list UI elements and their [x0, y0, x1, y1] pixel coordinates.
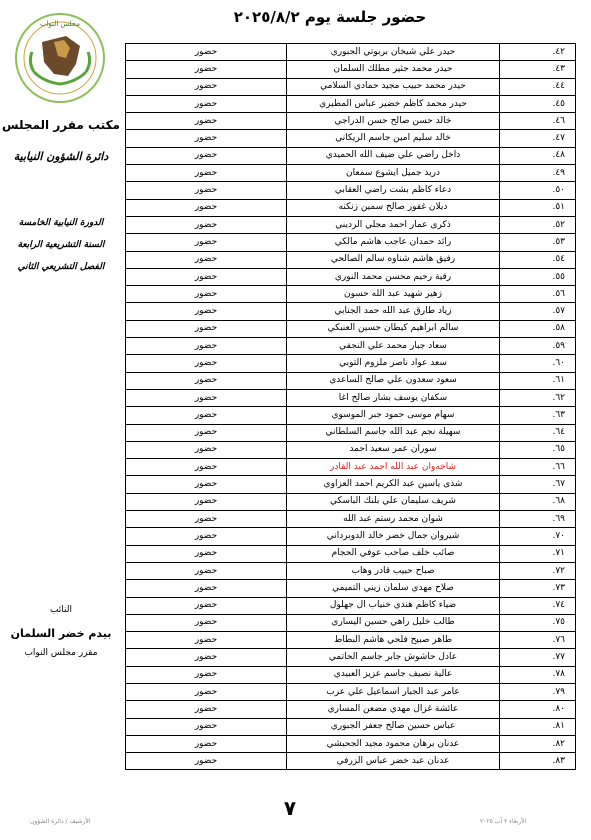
- table-row: [126, 666, 576, 683]
- table-row: [126, 338, 576, 355]
- status-cell: حضور: [126, 355, 287, 372]
- member-name-cell: رفيق هاشم شناوه سالم الصالحي: [287, 251, 500, 268]
- row-number-cell: ٦٦.: [500, 459, 576, 476]
- status-cell: حضور: [126, 511, 287, 528]
- row-number-cell: ٧٤.: [500, 597, 576, 614]
- member-name-cell: خالد حسن صالح حسن الدراجي: [287, 113, 500, 130]
- member-name-cell: صلاح مهدي سلمان زيني التميمي: [287, 580, 500, 597]
- member-name-cell: شيروان جمال خضر خالد الدوبرداني: [287, 528, 500, 545]
- member-name-cell: عدنان عبد خضر عباس الزرفي: [287, 753, 500, 770]
- status-cell: حضور: [126, 61, 287, 78]
- row-number-cell: ٦٤.: [500, 424, 576, 441]
- row-number-cell: ٧٥.: [500, 614, 576, 631]
- status-cell: حضور: [126, 199, 287, 216]
- table-row: [126, 113, 576, 130]
- member-name-cell: سالم ابراهيم كيطان حسين العنبكي: [287, 320, 500, 337]
- row-number-cell: ٦٣.: [500, 407, 576, 424]
- row-number-cell: ٥٢.: [500, 216, 576, 233]
- status-cell: حضور: [126, 286, 287, 303]
- row-number-cell: ٥٧.: [500, 303, 576, 320]
- table-row: [126, 407, 576, 424]
- page-number: ٧: [283, 796, 297, 820]
- row-number-cell: ٦٢.: [500, 389, 576, 406]
- status-cell: حضور: [126, 216, 287, 233]
- member-name-cell: ذكرى عمار احمد مجلي الرديني: [287, 216, 500, 233]
- status-cell: حضور: [126, 251, 287, 268]
- table-row: [126, 683, 576, 700]
- status-cell: حضور: [126, 268, 287, 285]
- member-name-cell: حيدر محمد جثير مطلك السلمان: [287, 61, 500, 78]
- member-name-cell: عامر عبد الجبار اسماعيل علي عرب: [287, 683, 500, 700]
- status-cell: حضور: [126, 234, 287, 251]
- table-row: [126, 147, 576, 164]
- table-row: [126, 268, 576, 285]
- member-name-cell: رائد حمدان عاجب هاشم مالكي: [287, 234, 500, 251]
- table-row: [126, 372, 576, 389]
- status-cell: حضور: [126, 735, 287, 752]
- status-cell: حضور: [126, 182, 287, 199]
- status-cell: حضور: [126, 683, 287, 700]
- emblem-icon: [14, 12, 106, 104]
- status-cell: حضور: [126, 701, 287, 718]
- status-cell: حضور: [126, 580, 287, 597]
- row-number-cell: ٤٢.: [500, 44, 576, 61]
- row-number-cell: ٦٨.: [500, 493, 576, 510]
- status-cell: حضور: [126, 130, 287, 147]
- status-cell: حضور: [126, 632, 287, 649]
- row-number-cell: ٧٧.: [500, 649, 576, 666]
- status-cell: حضور: [126, 562, 287, 579]
- row-number-cell: ٧٢.: [500, 562, 576, 579]
- table-row: [126, 44, 576, 61]
- row-number-cell: ٨٣.: [500, 753, 576, 770]
- table-row: [126, 580, 576, 597]
- row-number-cell: ٤٤.: [500, 78, 576, 95]
- member-name-cell: شوان محمد رستم عبد الله: [287, 511, 500, 528]
- table-row: [126, 320, 576, 337]
- page-title: حضور جلسة يوم ٢٠٢٥/٨/٢: [233, 8, 427, 26]
- row-number-cell: ٦٩.: [500, 511, 576, 528]
- status-cell: حضور: [126, 528, 287, 545]
- member-name-cell: خالد سليم امين جاسم الريكاني: [287, 130, 500, 147]
- status-cell: حضور: [126, 303, 287, 320]
- member-name-cell: شاخه‌وان عبد الله احمد عبد القادر: [287, 459, 500, 476]
- session-label: الدورة النيابية الخامسة: [18, 218, 104, 228]
- status-cell: حضور: [126, 649, 287, 666]
- table-row: [126, 78, 576, 95]
- member-name-cell: عباس حسين صالح جعفر الجبوري: [287, 718, 500, 735]
- table-row: [126, 441, 576, 458]
- status-cell: حضور: [126, 372, 287, 389]
- status-cell: حضور: [126, 165, 287, 182]
- row-number-cell: ٤٥.: [500, 95, 576, 112]
- table-row: [126, 61, 576, 78]
- member-name-cell: سوران عمر سعيد احمد: [287, 441, 500, 458]
- member-name-cell: شذى ياسين عبد الكريم احمد العزاوي: [287, 476, 500, 493]
- table-row: [126, 95, 576, 112]
- member-name-cell: زهير شهيد عبد الله حسون: [287, 286, 500, 303]
- status-cell: حضور: [126, 407, 287, 424]
- row-number-cell: ٥٦.: [500, 286, 576, 303]
- table-row: [126, 199, 576, 216]
- table-row: [126, 130, 576, 147]
- table-row: [126, 355, 576, 372]
- member-name-cell: عالية نصيف جاسم عزيز العبيدي: [287, 666, 500, 683]
- table-row: [126, 182, 576, 199]
- row-number-cell: ٧٠.: [500, 528, 576, 545]
- member-name-cell: سهيلة نجم عبد الله جاسم السلطاني: [287, 424, 500, 441]
- table-row: [126, 251, 576, 268]
- row-number-cell: ٧٣.: [500, 580, 576, 597]
- status-cell: حضور: [126, 493, 287, 510]
- member-name-cell: طاهر صبيح فلحي هاشم البطاط: [287, 632, 500, 649]
- row-number-cell: ٧٦.: [500, 632, 576, 649]
- member-name-cell: عدنان برهان محمود مجيد الجحيشي: [287, 735, 500, 752]
- member-name-cell: رقية رحيم محسن محمد النوري: [287, 268, 500, 285]
- status-cell: حضور: [126, 95, 287, 112]
- member-name-cell: عائشة غزال مهدي مضعن المساري: [287, 701, 500, 718]
- status-cell: حضور: [126, 338, 287, 355]
- attendance-table: [125, 43, 576, 770]
- member-name-cell: عادل حاشوش جابر جاسم الحاتمي: [287, 649, 500, 666]
- deputy-role: مقرر مجلس النواب: [24, 648, 98, 658]
- status-cell: حضور: [126, 718, 287, 735]
- status-cell: حضور: [126, 614, 287, 631]
- member-name-cell: سعاد جبار محمد علي النجفي: [287, 338, 500, 355]
- table-row: [126, 632, 576, 649]
- member-name-cell: دعاء كاظم بشت راضي العقابي: [287, 182, 500, 199]
- attendance-table-body: [126, 44, 576, 770]
- footer-right: الأربعاء ٢ آب ٢٠٢٥: [480, 818, 527, 825]
- footer-left: الأرشيف / دائرة الشؤون: [30, 818, 91, 825]
- table-row: [126, 545, 576, 562]
- row-number-cell: ٤٣.: [500, 61, 576, 78]
- table-row: [126, 216, 576, 233]
- table-row: [126, 476, 576, 493]
- row-number-cell: ٦٠.: [500, 355, 576, 372]
- deputy-name: بيدم خضر السلمان: [10, 627, 112, 640]
- status-cell: حضور: [126, 441, 287, 458]
- table-row: [126, 753, 576, 770]
- table-row: [126, 614, 576, 631]
- table-row: [126, 286, 576, 303]
- member-name-cell: حيدر محمد كاظم خضير عباس المطيري: [287, 95, 500, 112]
- row-number-cell: ٧٨.: [500, 666, 576, 683]
- row-number-cell: ٦٥.: [500, 441, 576, 458]
- row-number-cell: ٥٤.: [500, 251, 576, 268]
- row-number-cell: ٦١.: [500, 372, 576, 389]
- table-row: [126, 511, 576, 528]
- status-cell: حضور: [126, 320, 287, 337]
- member-name-cell: داخل راضي علي ضيف الله الحميدي: [287, 147, 500, 164]
- status-cell: حضور: [126, 424, 287, 441]
- year-label: السنة التشريعية الرابعة: [17, 240, 105, 250]
- parliament-logo: [14, 12, 106, 104]
- status-cell: حضور: [126, 389, 287, 406]
- office-label: مكتب مقرر المجلس: [2, 118, 120, 132]
- row-number-cell: ٤٦.: [500, 113, 576, 130]
- status-cell: حضور: [126, 545, 287, 562]
- row-number-cell: ٥٥.: [500, 268, 576, 285]
- table-row: [126, 649, 576, 666]
- member-name-cell: سكفان يوسف بشار صالح اغا: [287, 389, 500, 406]
- table-row: [126, 701, 576, 718]
- table-row: [126, 459, 576, 476]
- member-name-cell: حيدر علي شيخان بربوتي الجبوري: [287, 44, 500, 61]
- status-cell: حضور: [126, 597, 287, 614]
- status-cell: حضور: [126, 44, 287, 61]
- deputy-title-label: النائب: [49, 605, 73, 615]
- row-number-cell: ٥٩.: [500, 338, 576, 355]
- table-row: [126, 303, 576, 320]
- status-cell: حضور: [126, 459, 287, 476]
- member-name-cell: سهام موسى حمود جبر الموسوي: [287, 407, 500, 424]
- member-name-cell: سعود سعدون علي صالح الساعدي: [287, 372, 500, 389]
- member-name-cell: دريد جميل ايشوع سمعان: [287, 165, 500, 182]
- member-name-cell: صباح حبيب قادر وهاب: [287, 562, 500, 579]
- row-number-cell: ٤٧.: [500, 130, 576, 147]
- table-row: [126, 493, 576, 510]
- department-label: دائرة الشؤون النيابية: [13, 150, 109, 163]
- table-row: [126, 234, 576, 251]
- table-row: [126, 165, 576, 182]
- table-row: [126, 718, 576, 735]
- row-number-cell: ٧١.: [500, 545, 576, 562]
- status-cell: حضور: [126, 753, 287, 770]
- logo-text: مجلس النواب: [39, 20, 81, 28]
- term-label: الفصل التشريعي الثاني: [17, 262, 105, 272]
- member-name-cell: ديلان غفور صالح سمين زنكنه: [287, 199, 500, 216]
- row-number-cell: ٤٨.: [500, 147, 576, 164]
- row-number-cell: ٥٣.: [500, 234, 576, 251]
- row-number-cell: ٨٠.: [500, 701, 576, 718]
- table-row: [126, 389, 576, 406]
- row-number-cell: ٦٧.: [500, 476, 576, 493]
- row-number-cell: ٨١.: [500, 718, 576, 735]
- table-row: [126, 528, 576, 545]
- member-name-cell: حيدر محمد حبيب مجيد حمادي السلامي: [287, 78, 500, 95]
- member-name-cell: طالب خليل راهي حسين اليساري: [287, 614, 500, 631]
- status-cell: حضور: [126, 78, 287, 95]
- table-row: [126, 562, 576, 579]
- row-number-cell: ٥٨.: [500, 320, 576, 337]
- row-number-cell: ٨٢.: [500, 735, 576, 752]
- member-name-cell: زياد طارق عبد الله حمد الجنابي: [287, 303, 500, 320]
- status-cell: حضور: [126, 113, 287, 130]
- member-name-cell: ضياء كاظم هندي خنياب ال جهلول: [287, 597, 500, 614]
- row-number-cell: ٥١.: [500, 199, 576, 216]
- status-cell: حضور: [126, 666, 287, 683]
- status-cell: حضور: [126, 476, 287, 493]
- member-name-cell: سعد عواد ناصر ملزوم التوبي: [287, 355, 500, 372]
- status-cell: حضور: [126, 147, 287, 164]
- row-number-cell: ٧٩.: [500, 683, 576, 700]
- table-row: [126, 424, 576, 441]
- row-number-cell: ٥٠.: [500, 182, 576, 199]
- member-name-cell: صائب خلف صاحب عوفي الحجام: [287, 545, 500, 562]
- row-number-cell: ٤٩.: [500, 165, 576, 182]
- table-row: [126, 735, 576, 752]
- table-row: [126, 597, 576, 614]
- member-name-cell: شريف سليمان علي بلنك الباسكي: [287, 493, 500, 510]
